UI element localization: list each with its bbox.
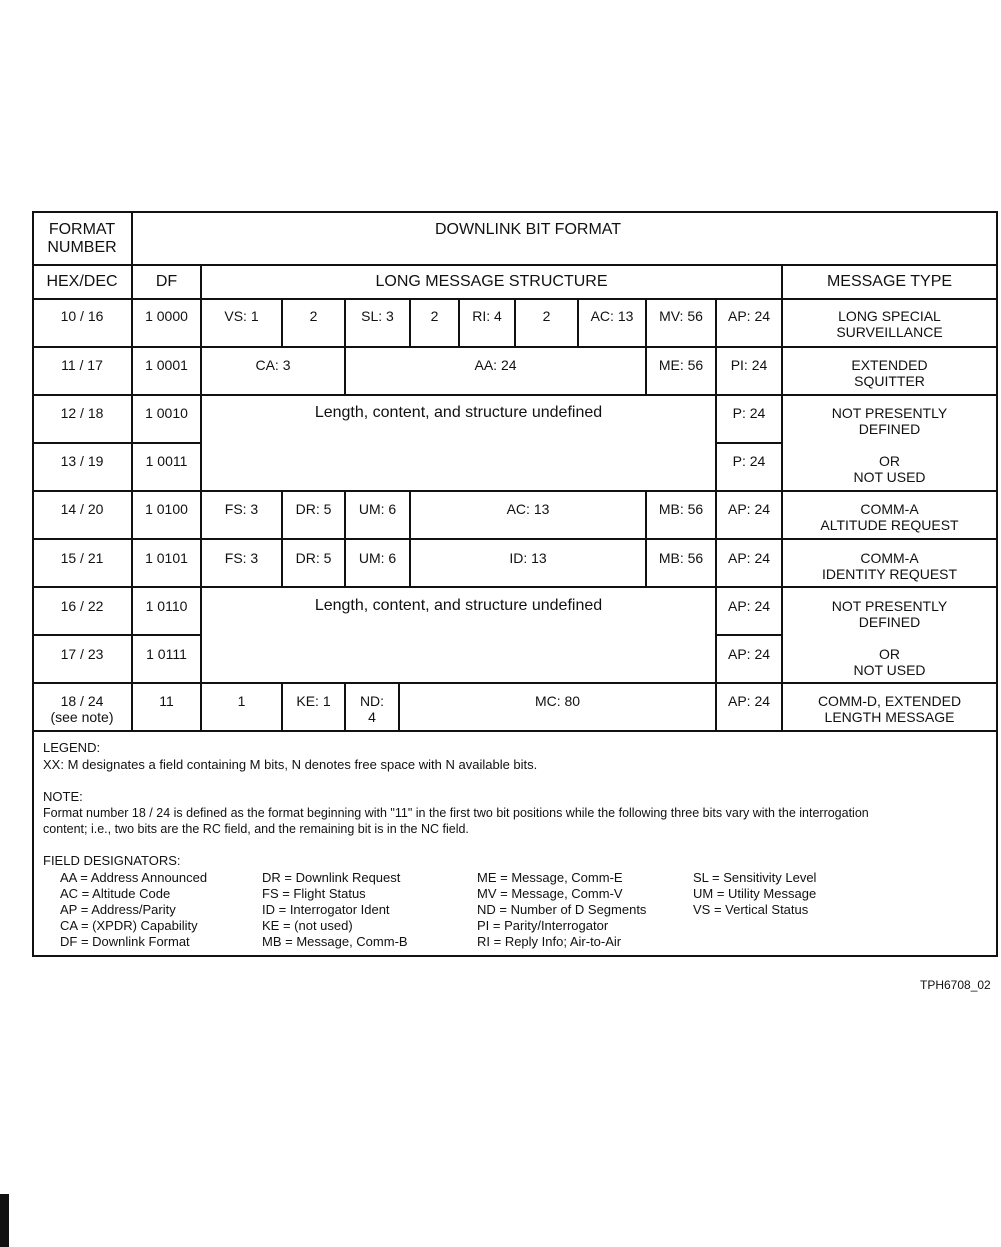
designator-item: KE = (not used) <box>262 918 353 933</box>
message-type-cell: EXTENDED SQUITTER <box>851 357 928 389</box>
hex-dec-header: HEX/DEC <box>46 273 118 290</box>
rule <box>32 538 998 540</box>
designator-item: ND = Number of D Segments <box>477 902 647 917</box>
rule <box>32 955 998 957</box>
designators-title: FIELD DESIGNATORS: <box>43 853 181 868</box>
field-cell: PI: 24 <box>730 357 768 373</box>
field-cell: AC: 13 <box>590 308 634 324</box>
df-cell: 1 0000 <box>145 308 188 324</box>
field-cell: AP: 24 <box>727 598 771 614</box>
df-header: DF <box>155 273 178 290</box>
undefined-structure-text: Length, content, and structure undefined <box>314 597 603 614</box>
message-type-cell: COMM-D, EXTENDED LENGTH MESSAGE <box>817 693 962 725</box>
rule <box>32 264 998 266</box>
field-cell: FS: 3 <box>224 550 259 566</box>
format-number-header: FORMAT NUMBER <box>47 221 117 256</box>
designator-item: MB = Message, Comm-B <box>262 934 408 949</box>
field-cell: AP: 24 <box>727 550 771 566</box>
df-cell: 1 0111 <box>146 646 187 662</box>
designator-item: FS = Flight Status <box>262 886 366 901</box>
field-cell: AA: 24 <box>474 357 517 373</box>
message-type-cell: COMM-A IDENTITY REQUEST <box>821 550 958 582</box>
designator-item: PI = Parity/Interrogator <box>477 918 609 933</box>
field-cell: ND: 4 <box>359 693 385 725</box>
designator-item: AC = Altitude Code <box>60 886 171 901</box>
field-cell: MB: 56 <box>658 501 704 517</box>
message-type-cell: NOT PRESENTLY DEFINED OR NOT USED <box>831 598 948 678</box>
message-type-header: MESSAGE TYPE <box>826 273 953 290</box>
field-cell: RI: 4 <box>472 308 502 324</box>
rule <box>715 442 782 444</box>
df-cell: 1 0110 <box>145 598 188 614</box>
field-cell: 2 <box>309 308 318 324</box>
designator-item: DF = Downlink Format <box>60 934 190 949</box>
message-type-cell: COMM-A ALTITUDE REQUEST <box>820 501 959 533</box>
figure-id: TPH6708_02 <box>920 978 991 992</box>
field-cell: SL: 3 <box>361 308 394 324</box>
designator-column <box>693 870 816 918</box>
field-cell: MC: 80 <box>534 693 581 709</box>
note-title: NOTE: <box>43 789 83 804</box>
field-cell: 1 <box>237 693 246 709</box>
rule <box>32 730 998 732</box>
field-cell: P: 24 <box>732 453 766 469</box>
df-cell: 1 0010 <box>145 405 188 421</box>
field-cell: AP: 24 <box>727 308 771 324</box>
field-cell: KE: 1 <box>296 693 331 709</box>
field-cell: FS: 3 <box>224 501 259 517</box>
field-cell: UM: 6 <box>358 501 397 517</box>
message-type-cell: NOT PRESENTLY DEFINED OR NOT USED <box>831 405 948 485</box>
rule <box>32 586 998 588</box>
df-cell: 1 0001 <box>145 357 188 373</box>
field-cell: VS: 1 <box>224 308 259 324</box>
field-cell: DR: 5 <box>295 501 332 517</box>
designator-item: SL = Sensitivity Level <box>693 870 817 885</box>
field-cell: CA: 3 <box>255 357 291 373</box>
legend-text: XX: M designates a field containing M bits, N denotes free space with N available bits. <box>43 757 538 772</box>
message-type-cell: LONG SPECIAL SURVEILLANCE <box>836 308 943 340</box>
hex-dec-cell: 15 / 21 <box>60 550 104 566</box>
df-cell: 1 0011 <box>145 453 188 469</box>
designator-column <box>477 870 646 950</box>
hex-dec-cell: 17 / 23 <box>60 646 104 662</box>
field-cell: AP: 24 <box>727 693 771 709</box>
designator-column <box>262 870 408 950</box>
field-cell: 2 <box>430 308 439 324</box>
hex-dec-cell: 13 / 19 <box>60 453 104 469</box>
rule <box>32 634 202 636</box>
downlink-bit-format-header: DOWNLINK BIT FORMAT <box>434 221 622 238</box>
rule <box>32 211 998 213</box>
rule <box>715 634 782 636</box>
designator-column <box>60 870 207 950</box>
hex-dec-cell: 11 / 17 <box>61 357 103 373</box>
field-cell: AP: 24 <box>727 646 771 662</box>
designator-item: AA = Address Announced <box>60 870 208 885</box>
legend-title: LEGEND: <box>43 740 101 755</box>
designator-item: AP = Address/Parity <box>60 902 176 917</box>
rule <box>996 211 998 957</box>
field-cell: MV: 56 <box>659 308 703 324</box>
rule <box>32 490 998 492</box>
df-cell: 1 0100 <box>145 501 188 517</box>
hex-dec-cell: 10 / 16 <box>60 308 104 324</box>
page-edge-mark <box>0 1194 9 1247</box>
field-cell: UM: 6 <box>358 550 397 566</box>
undefined-structure-text: Length, content, and structure undefined <box>314 404 603 421</box>
designator-item: RI = Reply Info; Air-to-Air <box>477 934 622 949</box>
rule <box>32 394 998 396</box>
note-line: content; i.e., two bits are the RC field, and the remaining bit is in the NC field. <box>43 822 469 836</box>
designator-item: ME = Message, Comm-E <box>477 870 623 885</box>
hex-dec-cell: 12 / 18 <box>60 405 104 421</box>
field-cell: MB: 56 <box>658 550 704 566</box>
field-cell: P: 24 <box>732 405 766 421</box>
field-cell: ID: 13 <box>509 550 547 566</box>
df-cell: 11 <box>159 693 174 709</box>
rule <box>32 442 202 444</box>
field-cell: 2 <box>542 308 551 324</box>
hex-dec-cell: 14 / 20 <box>60 501 104 517</box>
hex-dec-cell: 16 / 22 <box>60 598 104 614</box>
df-cell: 1 0101 <box>145 550 188 566</box>
field-cell: ME: 56 <box>658 357 704 373</box>
designator-item: UM = Utility Message <box>693 886 817 901</box>
designator-item: ID = Interrogator Ident <box>262 902 390 917</box>
note-line: Format number 18 / 24 is defined as the format beginning with "11" in the first two bit positions while the following three bits vary with the interrogation <box>43 806 869 820</box>
hex-dec-cell: 18 / 24 (see note) <box>50 693 114 725</box>
designator-item: DR = Downlink Request <box>262 870 401 885</box>
designator-item: VS = Vertical Status <box>693 902 809 917</box>
field-cell: AC: 13 <box>506 501 550 517</box>
rule <box>32 682 998 684</box>
field-cell: DR: 5 <box>295 550 332 566</box>
field-cell: AP: 24 <box>727 501 771 517</box>
long-message-structure-header: LONG MESSAGE STRUCTURE <box>375 273 608 290</box>
designator-item: CA = (XPDR) Capability <box>60 918 198 933</box>
designator-item: MV = Message, Comm-V <box>477 886 623 901</box>
rule <box>200 264 202 732</box>
